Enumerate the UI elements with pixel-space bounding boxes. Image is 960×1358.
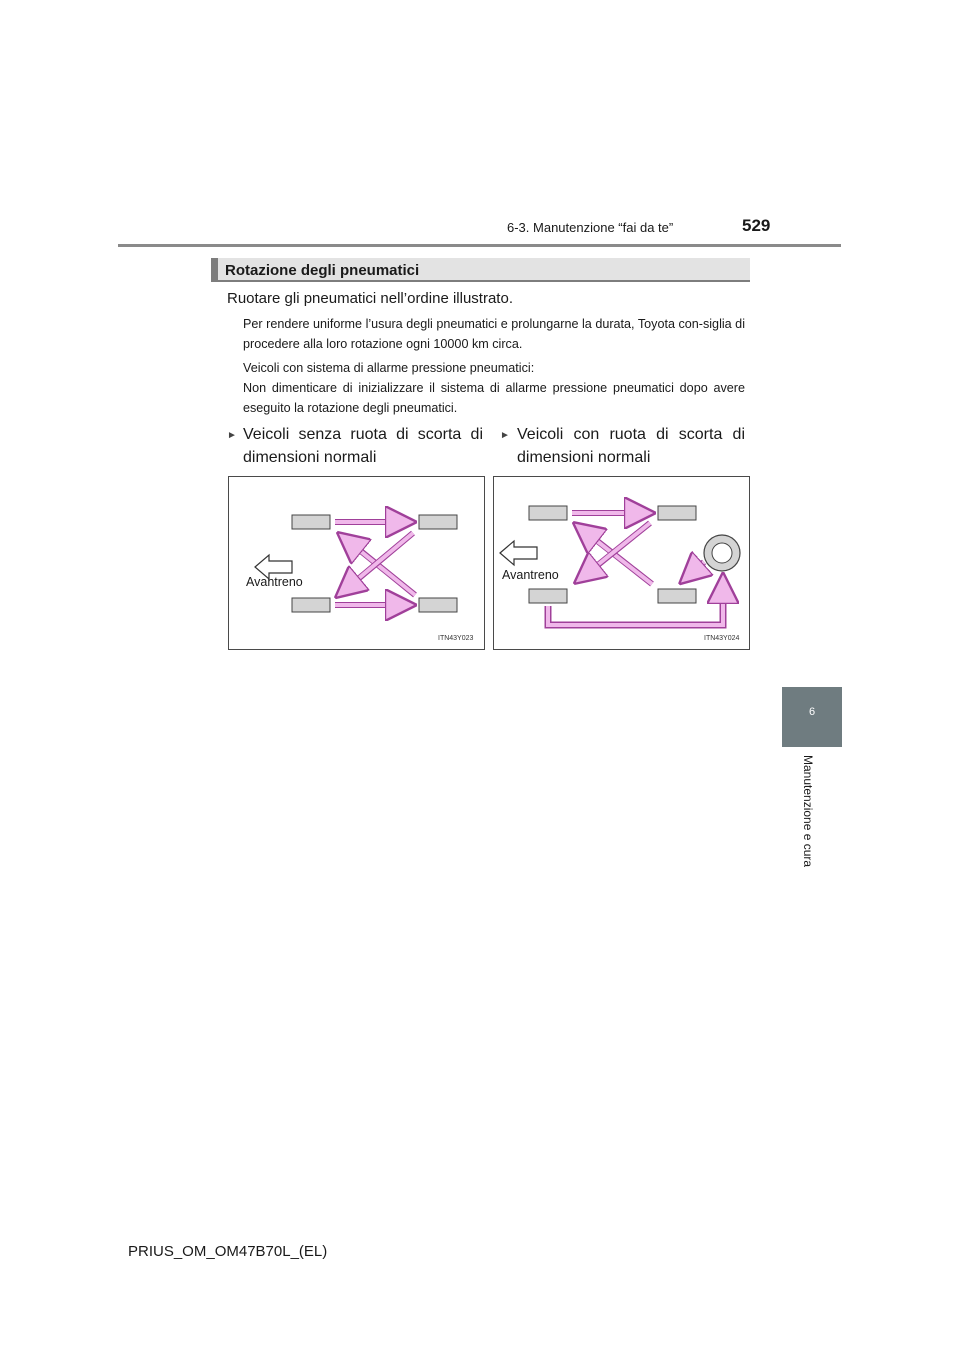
header-section-title: 6-3. Manutenzione “fai da te” — [507, 220, 674, 235]
paragraph-tpms-body: Non dimenticare di inizializzare il sistema di allarme pressione pneumatici dopo avere eseguito la rotazione degli pneumatici. — [243, 381, 745, 415]
header-rule — [118, 244, 841, 247]
paragraph-rotation-interval: Per rendere uniforme l’usura degli pneumatici e prolungarne la durata, Toyota con-siglia di procedere alla loro rotazione ogni 10000 km circa. — [243, 317, 745, 351]
tire-front-right — [292, 598, 330, 612]
bullet-triangle-icon: ► — [500, 430, 510, 441]
figure-rotation-5-tires — [493, 476, 750, 650]
tire-rear-left — [419, 515, 457, 529]
paragraph-tpms-heading: Veicoli con sistema di allarme pressione pneumatici: — [243, 361, 535, 375]
figure-code: ITN43Y024 — [704, 635, 740, 642]
tire-front-left — [292, 515, 330, 529]
chapter-label: Manutenzione e cura — [801, 755, 815, 868]
document-code-footer: PRIUS_OM_OM47B70L_(EL) — [128, 1243, 328, 1260]
option-without-spare: Veicoli senza ruota di scorta di dimensioni normali — [243, 426, 483, 466]
arrow-loop — [548, 577, 723, 625]
page-number: 529 — [742, 216, 771, 235]
bullet-triangle-icon: ► — [227, 430, 237, 441]
front-label: Avantreno — [246, 575, 303, 589]
front-label: Avantreno — [502, 568, 559, 582]
tire-rear-right — [658, 589, 696, 603]
tire-rear-right — [419, 598, 457, 612]
figure-code: ITN43Y023 — [438, 635, 474, 642]
tire-rear-left — [658, 506, 696, 520]
front-direction-arrow-icon — [500, 541, 537, 565]
rotation-diagram-4 — [229, 477, 486, 651]
intro-text: Ruotare gli pneumatici nell’ordine illustrato. — [227, 290, 513, 307]
figure-rotation-4-tires — [228, 476, 485, 650]
section-bar-accent — [211, 258, 218, 282]
tire-front-left — [529, 506, 567, 520]
rotation-diagram-5 — [494, 477, 751, 651]
tire-front-right — [529, 589, 567, 603]
option-with-spare: Veicoli con ruota di scorta di dimensioni normali — [517, 426, 745, 466]
chapter-number: 6 — [808, 706, 816, 718]
section-title: Rotazione degli pneumatici — [225, 262, 420, 279]
paragraph-tpms — [243, 358, 745, 418]
